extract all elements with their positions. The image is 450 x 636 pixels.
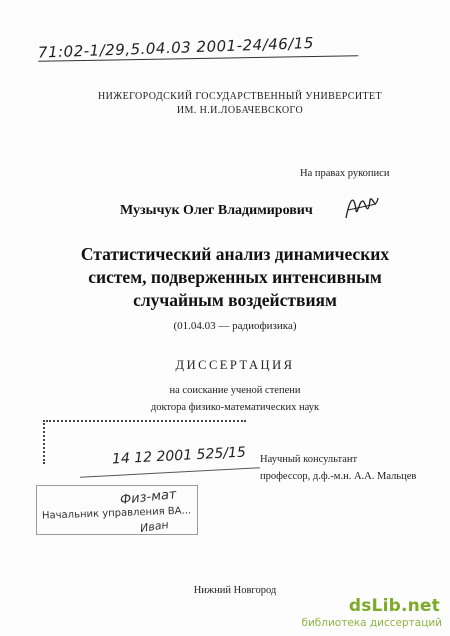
- author-name: Музычук Олег Владимирович: [120, 203, 313, 218]
- stamp-underline: [80, 467, 260, 477]
- stamp-handwriting: Физ-мат: [119, 487, 178, 508]
- dissertation-title-line2: систем, подверженных интенсивным: [88, 267, 382, 287]
- degree-line2: доктора физико-математических наук: [150, 402, 320, 413]
- watermark-subtitle: библиотека диссертаций: [301, 617, 442, 629]
- city: Нижний Новгород: [193, 585, 277, 596]
- specialty-code: (01.04.03 — радиофизика): [173, 320, 297, 332]
- consultant-label: Научный консультант: [260, 454, 358, 465]
- degree-line1: на соискание ученой степени: [169, 385, 301, 396]
- university-name-line2: ИМ. Н.И.ЛОБАЧЕВСКОГО: [176, 105, 304, 116]
- dissertation-title-line3: случайным воздействиям: [133, 290, 337, 310]
- manuscript-rights-note: На правах рукописи: [300, 168, 390, 179]
- stamp-date: 14 12 2001 525/15: [111, 444, 247, 468]
- stamp-dotted-border-left: [43, 420, 45, 464]
- watermark-brand: dsLib.net: [348, 596, 440, 616]
- stamp-dotted-border: [46, 420, 246, 424]
- handwritten-code: [38, 32, 359, 67]
- consultant-name: профессор, д.ф.-м.н. А.А. Мальцев: [260, 471, 417, 482]
- university-name: НИЖЕГОРОДСКИЙ ГОСУДАРСТВЕННЫЙ УНИВЕРСИТЕТ: [97, 91, 383, 102]
- author-signature-icon: [342, 188, 382, 228]
- dissertation-title-line1: Статистический анализ динамических: [80, 244, 390, 264]
- stamp-header: Начальник управления ВА...: [41, 505, 192, 522]
- handwritten-code-text: 71:02-1/29,5.04.03 2001-24/46/15: [37, 33, 315, 62]
- stamp-signature: Иван: [139, 518, 170, 535]
- watermark: [300, 596, 448, 634]
- dissertation-label: ДИССЕРТАЦИЯ: [175, 358, 295, 372]
